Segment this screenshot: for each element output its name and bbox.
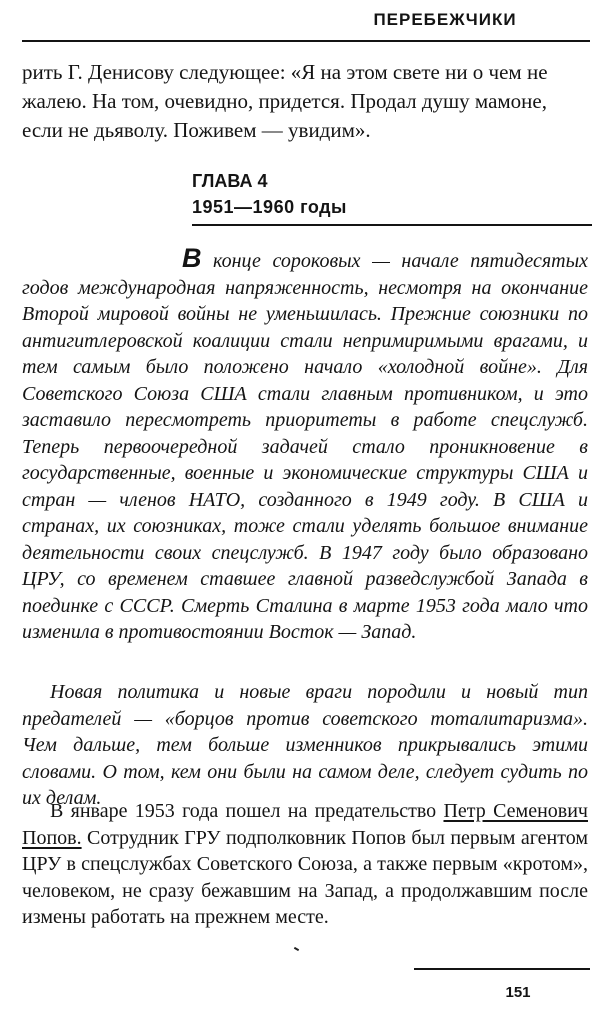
chapter-years: 1951—1960 годы — [192, 197, 347, 217]
paragraph-3-lead: В январе 1953 года пошел на предательство — [50, 800, 444, 822]
footer-rule — [414, 968, 590, 970]
underlined-name: Петр Семенович Попов. — [22, 800, 588, 849]
ink-speck — [294, 947, 299, 951]
paragraph-2: Новая политика и новые враги породили и новый тип предателей — «борцов против советского тоталитаризма». Чем дальше, тем больше изменников прикрывались этими словами. О том, кем они были на самом деле, следует судить по их делам. — [22, 681, 588, 809]
intro-paragraph — [22, 245, 588, 646]
chapter-heading — [192, 168, 347, 220]
page-number: 151 — [505, 984, 531, 1001]
opening-paragraph: рить Г. Денисову следующее: «Я на этом свете ни о чем не жалею. На том, очевидно, придется. Продал душу мамоне, если не дьяволу. Поживем — увидим». — [22, 60, 548, 142]
paragraph-3 — [22, 798, 588, 931]
header-rule — [22, 40, 590, 42]
intro-text: конце сороковых — начале пятидесятых годов международная напряженность, несмотря на окончание Второй мировой войны не уменьшилась. Прежние союзники по антигитлеровской коалиции стали непримиримыми врагами, и тем самым было положено начало «холодной войне». Для Советского Союза США стали главным противником, и это заставило пересмотреть приоритеты в работе спецслужб. Теперь первоочередной задачей стало проникновение в государственные, военные и экономические структуры США и стран — членов НАТО, созданного в 1949 году. В США и странах, их союзниках, тоже стали уделять большое внимание деятельности своих спецслужб. В 1947 году было образовано ЦРУ, со временем ставшее главной разведслужбой Запада в поединке с СССР. Смерть Сталина в марте 1953 года мало что изменила в противостоянии Восток — Запад. — [22, 250, 588, 643]
chapter-rule — [192, 224, 592, 226]
drop-cap: В — [182, 243, 202, 273]
paragraph-3-rest: Сотрудник ГРУ подполковник Попов был первым агентом ЦРУ в спецслужбах Советского Союза, а также первым «кротом», человеком, не сразу бежавшим на Запад, а продолжавшим после измены работать на прежнем месте. — [22, 826, 588, 928]
chapter-label: ГЛАВА 4 — [192, 171, 268, 191]
running-head: ПЕРЕБЕЖЧИКИ — [373, 10, 517, 29]
